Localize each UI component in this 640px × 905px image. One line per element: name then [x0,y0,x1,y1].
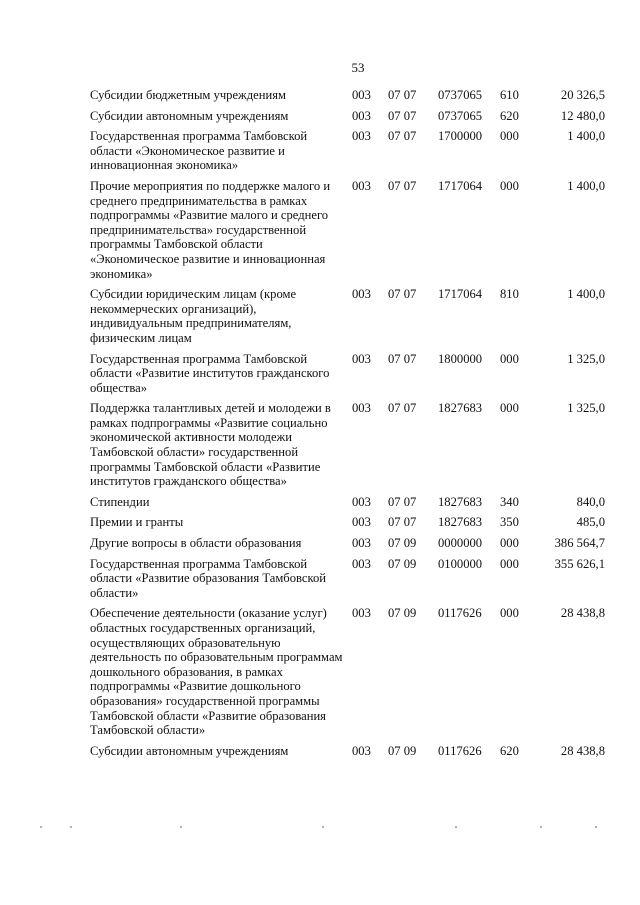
scan-dot [455,826,457,828]
row-name: Субсидии юридическим лицам (кроме некоммерческих организаций), индивидуальным предпринимателям, физическим лицам [90,287,297,345]
row-section-code: 07 09 [388,536,417,551]
row-target-code: 0737065 [438,88,483,102]
row-section-code: 07 07 [388,351,417,366]
row-target-code: 1827683 [438,401,483,416]
row-amount: 1 325,0 [567,351,605,366]
table-row [90,557,605,601]
row-target-code: 0737065 [438,108,483,123]
row-section-code: 07 07 [388,494,417,509]
row-target-code: 1800000 [438,351,483,366]
row-name: Другие вопросы в области образования [90,536,302,551]
table-row [90,401,605,489]
row-amount: 386 564,7 [554,536,605,551]
row-section-code: 07 07 [388,88,417,102]
row-ministry-code: 003 [352,515,371,530]
row-name: Государственная программа Тамбовской области «Экономическое развитие и инновационная экономика» [90,129,308,173]
row-name: Субсидии автономным учреждениям [90,743,289,758]
row-amount: 1 400,0 [567,178,605,193]
scan-dot [40,826,42,828]
row-expense-type-code: 000 [500,401,519,416]
row-expense-type-code: 000 [500,606,519,621]
row-target-code: 0100000 [438,556,483,571]
table-row [90,744,605,759]
table-row [90,495,605,510]
row-ministry-code: 003 [352,494,371,509]
row-ministry-code: 003 [352,178,371,193]
row-amount: 1 325,0 [567,401,605,416]
row-expense-type-code: 810 [500,287,519,302]
row-ministry-code: 003 [352,536,371,551]
scan-dot [180,826,182,828]
row-name: Обеспечение деятельности (оказание услуг) областных государственных организаций, осуществляющих образовательную деятельность по образовательным программам дошкольного образования, в рамках подпрограммы «Развитие дошкольного образования» государственной программы Тамбовской области «Развитие образования Тамбовской области» [90,606,343,738]
row-amount: 28 438,8 [560,743,605,758]
row-target-code: 1700000 [438,129,483,144]
row-ministry-code: 003 [352,743,371,758]
table-row [90,88,605,103]
row-name: Премии и гранты [90,515,184,530]
table-row [90,536,605,551]
row-expense-type-code: 000 [500,536,519,551]
row-name: Государственная программа Тамбовской области «Развитие образования Тамбовской области» [90,556,326,600]
row-section-code: 07 07 [388,129,417,144]
row-target-code: 1827683 [438,494,483,509]
row-expense-type-code: 350 [500,515,519,530]
row-section-code: 07 09 [388,743,417,758]
table-row [90,179,605,281]
row-ministry-code: 003 [352,401,371,416]
row-target-code: 1827683 [438,515,483,530]
row-section-code: 07 07 [388,287,417,302]
row-expense-type-code: 620 [500,108,519,123]
row-section-code: 07 09 [388,556,417,571]
row-ministry-code: 003 [352,606,371,621]
row-target-code: 0000000 [438,536,483,551]
row-ministry-code: 003 [352,129,371,144]
row-expense-type-code: 000 [500,351,519,366]
row-target-code: 1717064 [438,178,483,193]
table-row [90,352,605,396]
row-target-code: 1717064 [438,287,483,302]
scan-artifact-dots [40,826,600,830]
scan-dot [595,826,597,828]
row-amount: 840,0 [576,494,605,509]
budget-table [90,88,605,764]
row-section-code: 07 07 [388,401,417,416]
row-section-code: 07 07 [388,108,417,123]
row-expense-type-code: 340 [500,494,519,509]
row-expense-type-code: 000 [500,178,519,193]
row-ministry-code: 003 [352,108,371,123]
row-name: Поддержка талантливых детей и молодежи в рамках подпрограммы «Развитие социально экономической активности молодежи Тамбовской области» государственной программы Тамбовской области «Развитие институтов гражданского общества» [90,401,331,489]
row-amount: 1 400,0 [567,129,605,144]
row-amount: 355 626,1 [554,556,605,571]
row-target-code: 0117626 [438,743,482,758]
row-name: Прочие мероприятия по поддержке малого и среднего предпринимательства в рамках подпрограммы «Развитие малого и среднего предпринимательства» государственной программы Тамбовской области «Экономическое развитие и инновационная экономика» [90,178,331,281]
row-section-code: 07 07 [388,515,417,530]
row-amount: 12 480,0 [560,108,605,123]
row-name: Субсидии бюджетным учреждениям [90,88,286,102]
row-amount: 1 400,0 [567,287,605,302]
table-row [90,109,605,124]
scan-dot [322,826,324,828]
table-row [90,606,605,737]
row-amount: 485,0 [576,515,605,530]
row-ministry-code: 003 [352,351,371,366]
row-target-code: 0117626 [438,606,482,621]
row-ministry-code: 003 [352,556,371,571]
page-number: 53 [351,60,365,75]
row-name: Государственная программа Тамбовской области «Развитие институтов гражданского общества» [90,351,330,395]
row-amount: 28 438,8 [560,606,605,621]
row-expense-type-code: 000 [500,556,519,571]
row-ministry-code: 003 [352,88,371,102]
row-amount: 20 326,5 [560,88,605,102]
row-name: Стипендии [90,494,150,509]
row-name: Субсидии автономным учреждениям [90,108,289,123]
row-section-code: 07 07 [388,178,417,193]
scan-dot [540,826,542,828]
row-section-code: 07 09 [388,606,417,621]
row-expense-type-code: 610 [500,88,519,102]
table-row [90,515,605,530]
row-ministry-code: 003 [352,287,371,302]
row-expense-type-code: 000 [500,129,519,144]
table-row [90,129,605,173]
row-expense-type-code: 620 [500,743,519,758]
table-row [90,287,605,345]
scan-dot [70,826,72,828]
